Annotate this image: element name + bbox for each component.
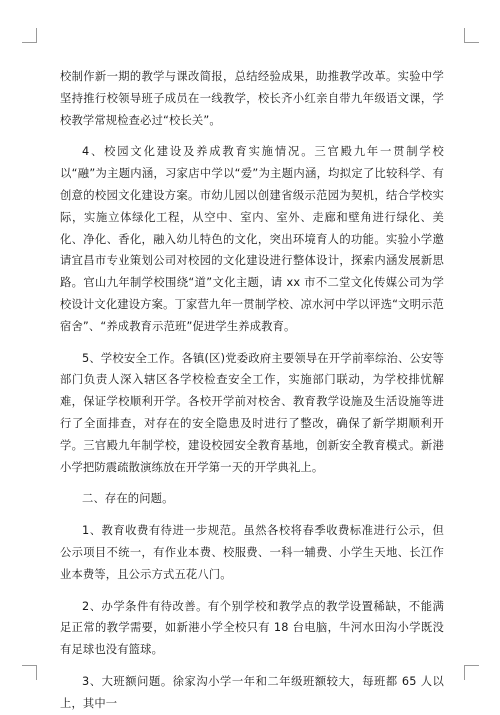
paragraph-campus-culture: 4、校园文化建设及养成教育实施情况。三官殿九年一贯制学校以“融”为主题内涵，习家店中学以“爱”为主题内涵，均拟定了比较科学、有创意的校园文化建设方案。市幼儿园以创建省级示范园为契机，结合学校实际，实施立体绿化工程，从空中、室内、室外、走廊和壁角进行绿化、美化、净化、香化，融入幼儿特色的文化，突出环境育人的功能。实验小学邀请宜昌市专业策划公司对校园的文化建设进行整体设计，探索内涵发展新思路。官山九年制学校围绕“道”文化主题，请 xx 市不二堂文化传媒公司为学校设计文化建设方案。丁家营九年一贯制学校、凉水河中学以评选“文明示范宿舍”、“养成教育示范班”促进学生养成教育。	[60, 145, 444, 333]
crop-mark-top-right	[464, 28, 479, 43]
section-heading-problems: 二、存在的问题。	[82, 492, 174, 506]
paragraph-fee-issue: 1、教育收费有待进一步规范。虽然各校将春季收费标准进行公示，但公示项目不统一，有作业本费、校服费、一科一辅费、小学生天地、长江作业本费等，且公示方式五花八门。	[60, 524, 444, 581]
paragraph-class-size-issue: 3、大班额问题。徐家沟小学一年和二年级班额较大，每班都 65 人以上，其中一	[60, 674, 444, 710]
paragraph-teaching-reform: 校制作新一期的教学与课改简报，总结经验成果，助推教学改革。实验中学坚持推行校领导班子成员在一线教学，校长齐小红亲自带九年级语文课，学校教学常规检查必过“校长关”。	[60, 70, 444, 127]
crop-mark-bottom-right	[464, 665, 479, 680]
document-body	[60, 66, 444, 715]
crop-mark-top-left	[22, 28, 37, 43]
paragraph-facilities-issue: 2、办学条件有待改善。有个别学校和教学点的教学设置稀缺，不能满足正常的教学需要，如新港小学全校只有 18 台电脑，牛河水田沟小学既没有足球也没有篮球。	[60, 599, 444, 657]
paragraph-school-safety: 5、学校安全工作。各镇(区)党委政府主要领导在开学前率综治、公安等部门负责人深入辖区各学校检查安全工作，实施部门联动，为学校排忧解难，保证学校顺利开学。各校开学前对校舍、教育教学设施及生活设施等进行了全面排查，对存在的安全隐患及时进行了整改，确保了新学期顺利开学。三官殿九年制学校，建设校园安全教育基地，创新安全教育模式。新港小学把防震疏散演练放在开学第一天的开学典礼上。	[60, 351, 444, 474]
crop-mark-bottom-left	[22, 665, 37, 680]
